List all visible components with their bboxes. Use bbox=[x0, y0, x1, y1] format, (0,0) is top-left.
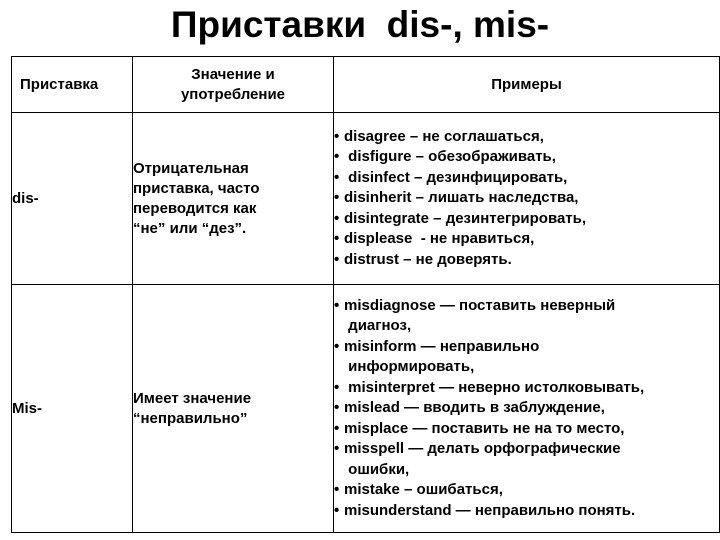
meaning-line: “неправильно” bbox=[133, 409, 248, 427]
list-item: • mistake – ошибаться, bbox=[334, 480, 719, 501]
header-meaning-line: Значение и bbox=[191, 65, 275, 83]
list-item: • mislead — вводить в заблуждение, bbox=[334, 398, 719, 419]
list-item: • disinfect – дезинфицировать, bbox=[334, 168, 719, 189]
meaning-cell bbox=[133, 285, 334, 533]
prefix-cell: dis- bbox=[12, 113, 133, 285]
examples-list bbox=[334, 127, 719, 271]
list-item: • disintegrate – дезинтегрировать, bbox=[334, 209, 719, 230]
meaning-line: “не” или “дез”. bbox=[133, 219, 247, 237]
prefix-table bbox=[11, 56, 720, 533]
meaning-line: приставка, часто bbox=[133, 179, 260, 197]
meaning-line: Имеет значение bbox=[133, 389, 252, 407]
meaning-line: переводится как bbox=[133, 199, 257, 217]
list-item: • misspell — делать орфографические ошибки, bbox=[334, 439, 719, 480]
page-title: Приставки dis-, mis- bbox=[170, 4, 550, 45]
header-meaning bbox=[133, 57, 334, 113]
list-item: • misinform — неправильно информировать, bbox=[334, 337, 719, 378]
list-item: • disinherit – лишать наследства, bbox=[334, 188, 719, 209]
meaning-cell bbox=[133, 113, 334, 285]
table-row-mis bbox=[12, 285, 720, 533]
list-item: • misunderstand — неправильно понять. bbox=[334, 501, 719, 522]
list-item: • disagree – не соглашаться, bbox=[334, 127, 719, 148]
table-row-dis bbox=[12, 113, 720, 285]
header-prefix: Приставка bbox=[12, 57, 133, 113]
meaning-line: Отрицательная bbox=[133, 159, 249, 177]
list-item: • misdiagnose — поставить неверный диагноз, bbox=[334, 296, 719, 337]
list-item: • misinterpret — неверно истолковывать, bbox=[334, 378, 719, 399]
list-item: • disfigure – обезображивать, bbox=[334, 147, 719, 168]
list-item: • displease - не нравиться, bbox=[334, 229, 719, 250]
list-item: • misplace — поставить не на то место, bbox=[334, 419, 719, 440]
examples-cell bbox=[334, 113, 720, 285]
prefix-cell: Mis- bbox=[12, 285, 133, 533]
examples-cell bbox=[334, 285, 720, 533]
list-item: • distrust – не доверять. bbox=[334, 250, 719, 271]
table-header-row bbox=[12, 57, 720, 113]
header-examples: Примеры bbox=[334, 57, 720, 113]
examples-list bbox=[334, 296, 719, 522]
header-meaning-line: употребление bbox=[180, 85, 286, 103]
